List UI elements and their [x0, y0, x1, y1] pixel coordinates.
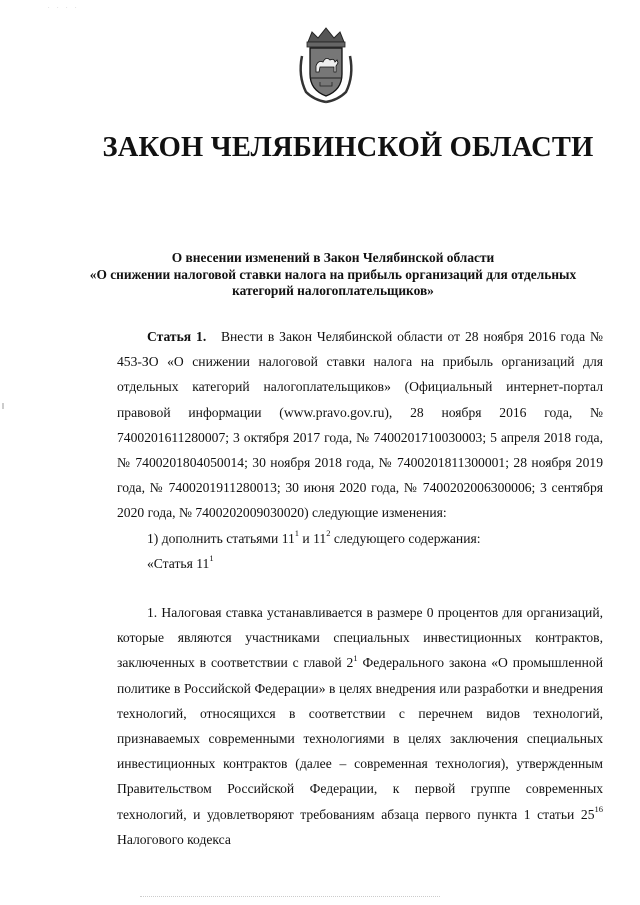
- new-article-label: «Статья 11: [147, 555, 210, 571]
- item-1-text: и 11: [299, 530, 327, 546]
- article-1-text: Внести в Закон Челябинской области от 28 ноября 2016 года № 453-ЗО «О снижении налоговой ставки налога на прибыль организаций для отдельных категорий налогоплательщиков» (Официальный интернет-портал правовой информации (www.pravo.gov.ru), 28 ноября 2016 года, № 7400201611280007; 3 октября 2017 года, № 7400201710030003; 5 апреля 2018 года, № 7400201804050014; 30 ноября 2018 года, № 7400201811300001; 28 ноября 2019 года, № 7400201911280013; 30 июня 2020 года, № 7400202006300006; 3 сентября 2020 года, № 7400202009030020) следующие изменения:: [117, 329, 603, 521]
- paragraph-1-text: Налогового кодекса: [117, 831, 231, 847]
- item-1-paragraph: [117, 526, 603, 551]
- superscript: 1: [353, 652, 358, 663]
- law-body: [117, 324, 603, 852]
- margin-mark: [2, 403, 4, 409]
- law-subtitle: [60, 250, 606, 300]
- spacer: [117, 576, 603, 600]
- superscript: 1: [294, 528, 300, 539]
- new-article-heading: [117, 551, 603, 576]
- coat-of-arms-icon: [296, 26, 356, 104]
- item-1-text: 1) дополнить статьями 11: [147, 530, 295, 546]
- item-1-text: следующего содержания:: [330, 530, 481, 546]
- article-1-label: Статья 1.: [147, 329, 207, 344]
- article-1-paragraph: [117, 324, 603, 526]
- subtitle-line: категорий налогоплательщиков»: [232, 283, 434, 298]
- paragraph-1-text: 1. Налоговая ставка устанавливается в размере 0 процентов для организаций, которые являются участниками специальных инвестиционных контрактов, заключенных в соответствии с главой 2: [117, 605, 603, 671]
- subtitle-line: «О снижении налоговой ставки налога на прибыль организаций для отдельных: [89, 266, 577, 282]
- scan-dots: . . . .: [48, 4, 80, 10]
- scan-edge: [140, 896, 440, 898]
- subtitle-line: О внесении изменений в Закон Челябинской области: [171, 250, 495, 265]
- law-title: ЗАКОН ЧЕЛЯБИНСКОЙ ОБЛАСТИ: [102, 132, 594, 163]
- paragraph-1: [117, 600, 603, 852]
- superscript: 16: [594, 804, 603, 815]
- superscript: 2: [326, 528, 331, 539]
- paragraph-1-text: Федерального закона «О промышленной политике в Российской Федерации» в целях внедрения или разработки и внедрения технологий, относящихся в соответствии с перечнем видов технологий, признаваемых современными технологиями в целях заключения специальных инвестиционных контрактов (далее – современная технология), утвержденным Правительством Российской Федерации, к первой группе современных технологий, и удовлетворяют требованиям абзаца первого пункта 1 статьи 25: [117, 655, 603, 822]
- superscript: 1: [209, 553, 214, 564]
